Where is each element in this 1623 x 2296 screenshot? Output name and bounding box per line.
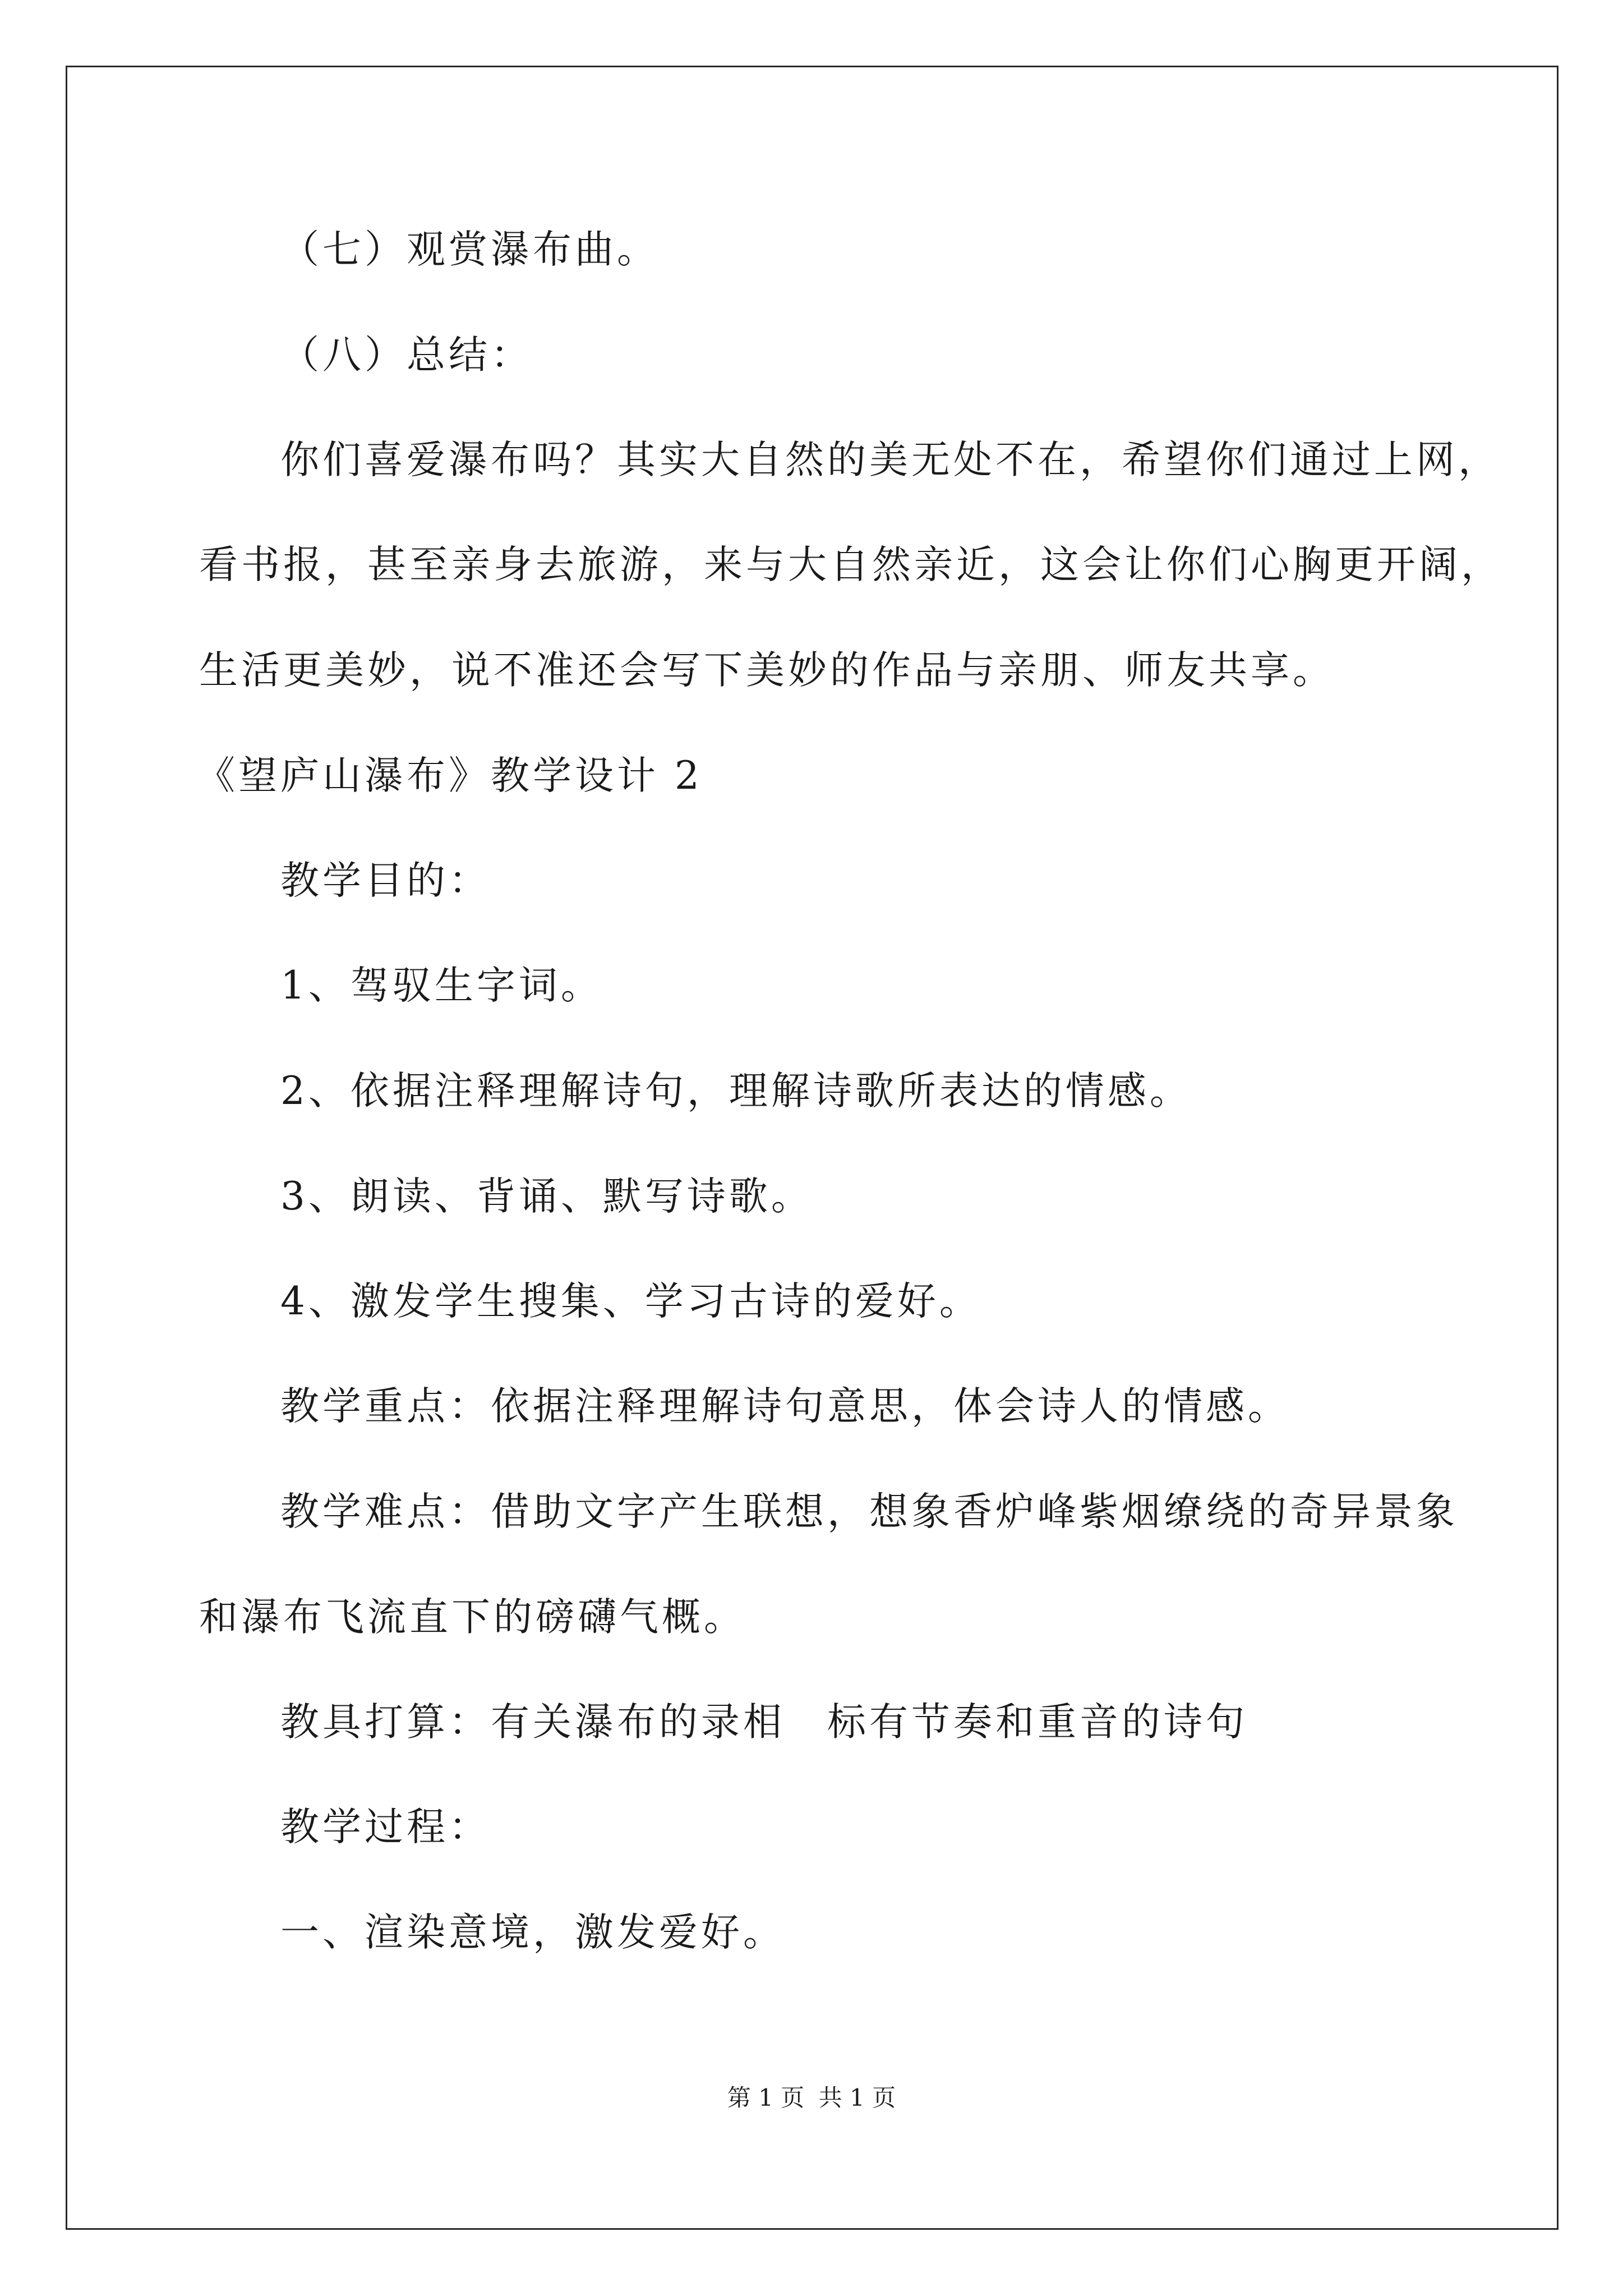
objectives-heading: 教学目的： bbox=[280, 858, 491, 903]
key-points: 教学重点：依据注释理解诗句意思，体会诗人的情感。 bbox=[280, 1384, 1290, 1429]
objective-item: 2、依据注释理解诗句，理解诗歌所表达的情感。 bbox=[280, 1069, 1192, 1114]
page-footer bbox=[0, 2082, 1623, 2114]
objective-item: 3、朗读、背诵、默写诗歌。 bbox=[280, 1174, 813, 1219]
paragraph-line: 生活更美妙，说不准还会写下美妙的作品与亲朋、师友共享。 bbox=[199, 648, 1335, 693]
page-total: 共 1 页 bbox=[818, 2084, 896, 2111]
objective-item: 1、驾驭生字词。 bbox=[280, 963, 603, 1008]
step-one: 一、渲染意境，激发爱好。 bbox=[280, 1910, 785, 1955]
lesson-title: 《望庐山瀑布》教学设计 2 bbox=[196, 753, 703, 798]
section-seven-heading: （七）观赏瀑布曲。 bbox=[280, 227, 659, 272]
paragraph-line: 看书报，甚至亲身去旅游，来与大自然亲近，这会让你们心胸更开阔， bbox=[199, 542, 1503, 587]
page-border bbox=[66, 66, 1559, 2230]
section-eight-heading: （八）总结： bbox=[280, 333, 533, 378]
process-heading: 教学过程： bbox=[280, 1805, 491, 1849]
difficult-points-continued: 和瀑布飞流直下的磅礴气概。 bbox=[199, 1595, 746, 1640]
page-number: 第 1 页 bbox=[727, 2084, 805, 2111]
objective-item: 4、激发学生搜集、学习古诗的爱好。 bbox=[280, 1279, 981, 1324]
difficult-points: 教学难点：借助文字产生联想，想象香炉峰紫烟缭绕的奇异景象 bbox=[280, 1489, 1458, 1534]
paragraph-line: 你们喜爱瀑布吗？其实大自然的美无处不在，希望你们通过上网， bbox=[280, 438, 1500, 482]
teaching-aids: 教具打算：有关瀑布的录相 标有节奏和重音的诗句 bbox=[280, 1700, 1248, 1745]
